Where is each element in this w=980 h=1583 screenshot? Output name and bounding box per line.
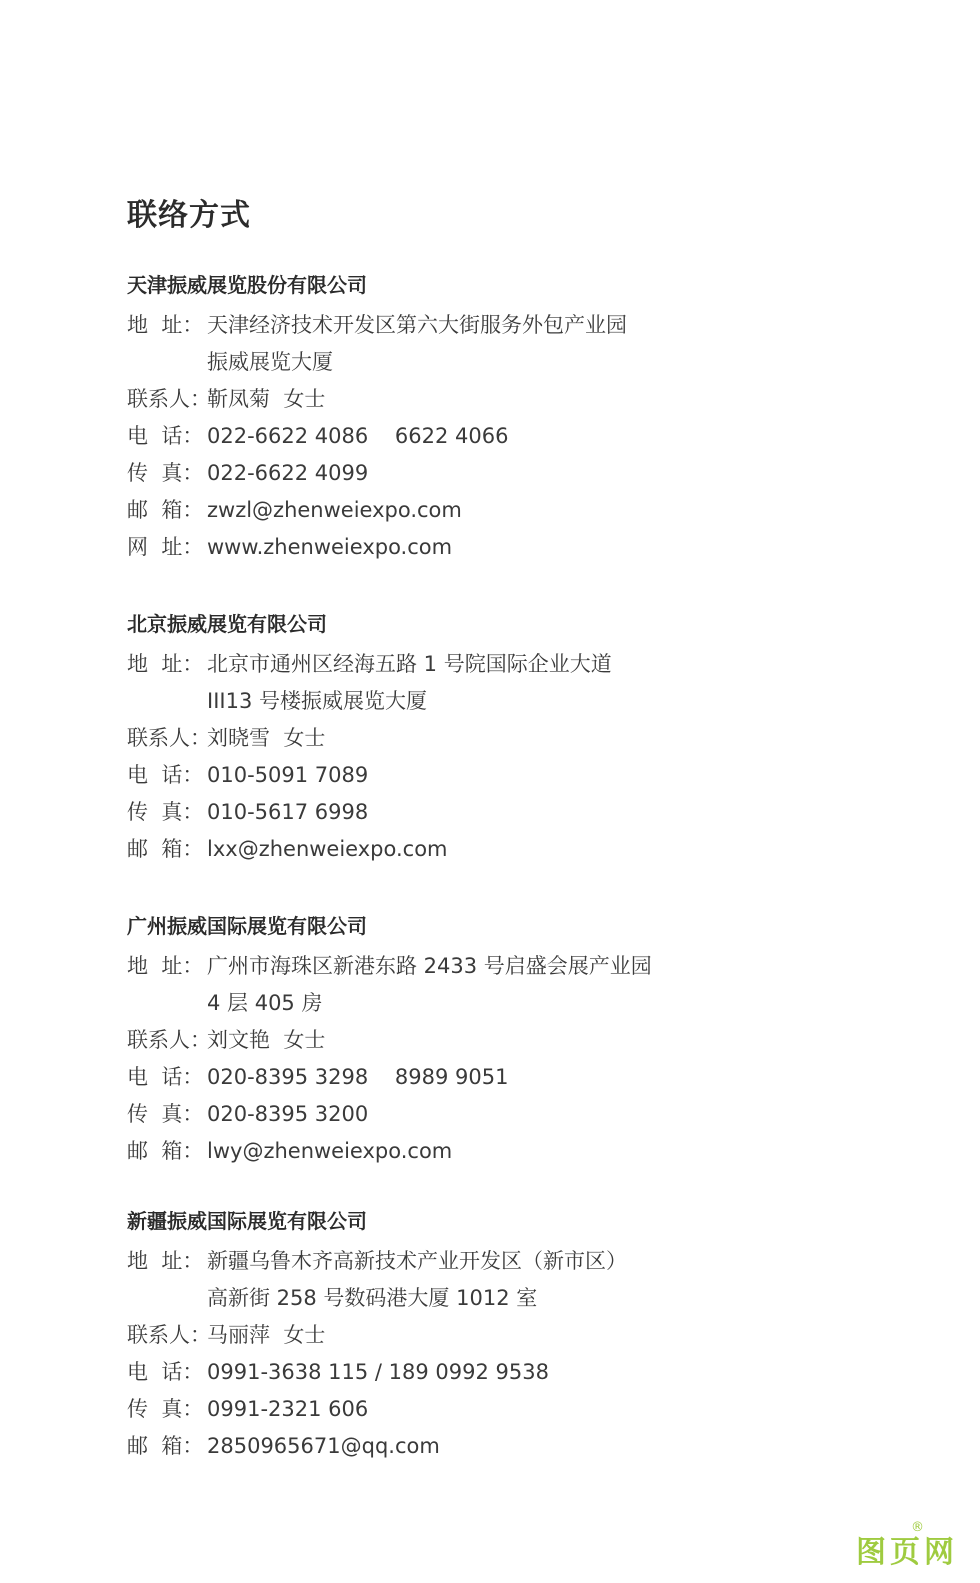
address-value-line2: 高新街 258 号数码港大厦 1012 室	[207, 1286, 538, 1310]
address-row	[127, 307, 827, 344]
company-name: 天津振威展览股份有限公司	[127, 273, 367, 297]
fax-value: 0991-2321 606	[207, 1397, 369, 1421]
company-block-xinjiang	[127, 1206, 827, 1465]
email-row	[127, 492, 827, 529]
address-label: 地 址：	[127, 313, 204, 337]
contact-label: 联系人：	[127, 1028, 211, 1052]
company-name: 广州振威国际展览有限公司	[127, 914, 367, 938]
email-row	[127, 1428, 827, 1465]
website-row	[127, 529, 827, 566]
registered-mark: ®	[911, 1520, 924, 1535]
address-value-line2: 振威展览大厦	[207, 350, 333, 374]
fax-row	[127, 794, 827, 831]
fax-row	[127, 455, 827, 492]
fax-label: 传 真：	[127, 1102, 204, 1126]
fax-label: 传 真：	[127, 1397, 204, 1421]
phone-row	[127, 757, 827, 794]
contact-row	[127, 720, 827, 757]
email-value: 2850965671@qq.com	[207, 1434, 440, 1458]
contact-label: 联系人：	[127, 1323, 211, 1347]
contact-row	[127, 1022, 827, 1059]
address-label: 地 址：	[127, 1249, 204, 1273]
fax-row	[127, 1391, 827, 1428]
email-label: 邮 箱：	[127, 837, 204, 861]
email-value: zwzl@zhenweiexpo.com	[207, 498, 462, 522]
address-continuation-row	[127, 1280, 827, 1317]
phone-value: 020-8395 3298 8989 9051	[207, 1065, 509, 1089]
contact-value: 刘晓雪 女士	[207, 726, 326, 750]
email-label: 邮 箱：	[127, 1434, 204, 1458]
contact-row	[127, 1317, 827, 1354]
company-name: 新疆振威国际展览有限公司	[127, 1209, 367, 1233]
contact-label: 联系人：	[127, 387, 211, 411]
fax-label: 传 真：	[127, 800, 204, 824]
email-value: lxx@zhenweiexpo.com	[207, 837, 448, 861]
email-label: 邮 箱：	[127, 1139, 204, 1163]
contact-value: 马丽萍 女士	[207, 1323, 326, 1347]
address-row	[127, 646, 827, 683]
contact-label: 联系人：	[127, 726, 211, 750]
contact-row	[127, 381, 827, 418]
address-value: 北京市通州区经海五路 1 号院国际企业大道	[207, 652, 612, 676]
email-value: lwy@zhenweiexpo.com	[207, 1139, 453, 1163]
fax-row	[127, 1096, 827, 1133]
company-name: 北京振威展览有限公司	[127, 612, 327, 636]
email-row	[127, 831, 827, 868]
fax-value: 020-8395 3200	[207, 1102, 369, 1126]
address-label: 地 址：	[127, 652, 204, 676]
email-row	[127, 1133, 827, 1170]
address-value: 广州市海珠区新港东路 2433 号启盛会展产业园	[207, 954, 652, 978]
website-label: 网 址：	[127, 535, 204, 559]
address-value-line2: III13 号楼振威展览大厦	[207, 689, 427, 713]
email-label: 邮 箱：	[127, 498, 204, 522]
address-label: 地 址：	[127, 954, 204, 978]
fax-label: 传 真：	[127, 461, 204, 485]
address-value-line2: 4 层 405 房	[207, 991, 323, 1015]
phone-label: 电 话：	[127, 763, 204, 787]
address-value: 新疆乌鲁木齐高新技术产业开发区（新市区）	[207, 1249, 627, 1273]
phone-label: 电 话：	[127, 424, 204, 448]
fax-value: 010-5617 6998	[207, 800, 369, 824]
address-continuation-row	[127, 344, 827, 381]
phone-row	[127, 1059, 827, 1096]
watermark-logo: 图页网	[856, 1535, 958, 1570]
contact-value: 刘文艳 女士	[207, 1028, 326, 1052]
company-block-beijing	[127, 609, 827, 868]
address-row	[127, 948, 827, 985]
company-block-guangzhou	[127, 911, 827, 1170]
phone-value: 022-6622 4086 6622 4066	[207, 424, 509, 448]
phone-row	[127, 418, 827, 455]
address-row	[127, 1243, 827, 1280]
phone-label: 电 话：	[127, 1360, 204, 1384]
company-block-tianjin	[127, 270, 827, 566]
website-value: www.zhenweiexpo.com	[207, 535, 453, 559]
phone-value: 0991-3638 115 / 189 0992 9538	[207, 1360, 549, 1384]
fax-value: 022-6622 4099	[207, 461, 369, 485]
phone-row	[127, 1354, 827, 1391]
contact-value: 靳凤菊 女士	[207, 387, 326, 411]
phone-label: 电 话：	[127, 1065, 204, 1089]
address-continuation-row	[127, 985, 827, 1022]
address-value: 天津经济技术开发区第六大街服务外包产业园	[207, 313, 627, 337]
page-title: 联络方式	[127, 198, 251, 233]
address-continuation-row	[127, 683, 827, 720]
phone-value: 010-5091 7089	[207, 763, 369, 787]
